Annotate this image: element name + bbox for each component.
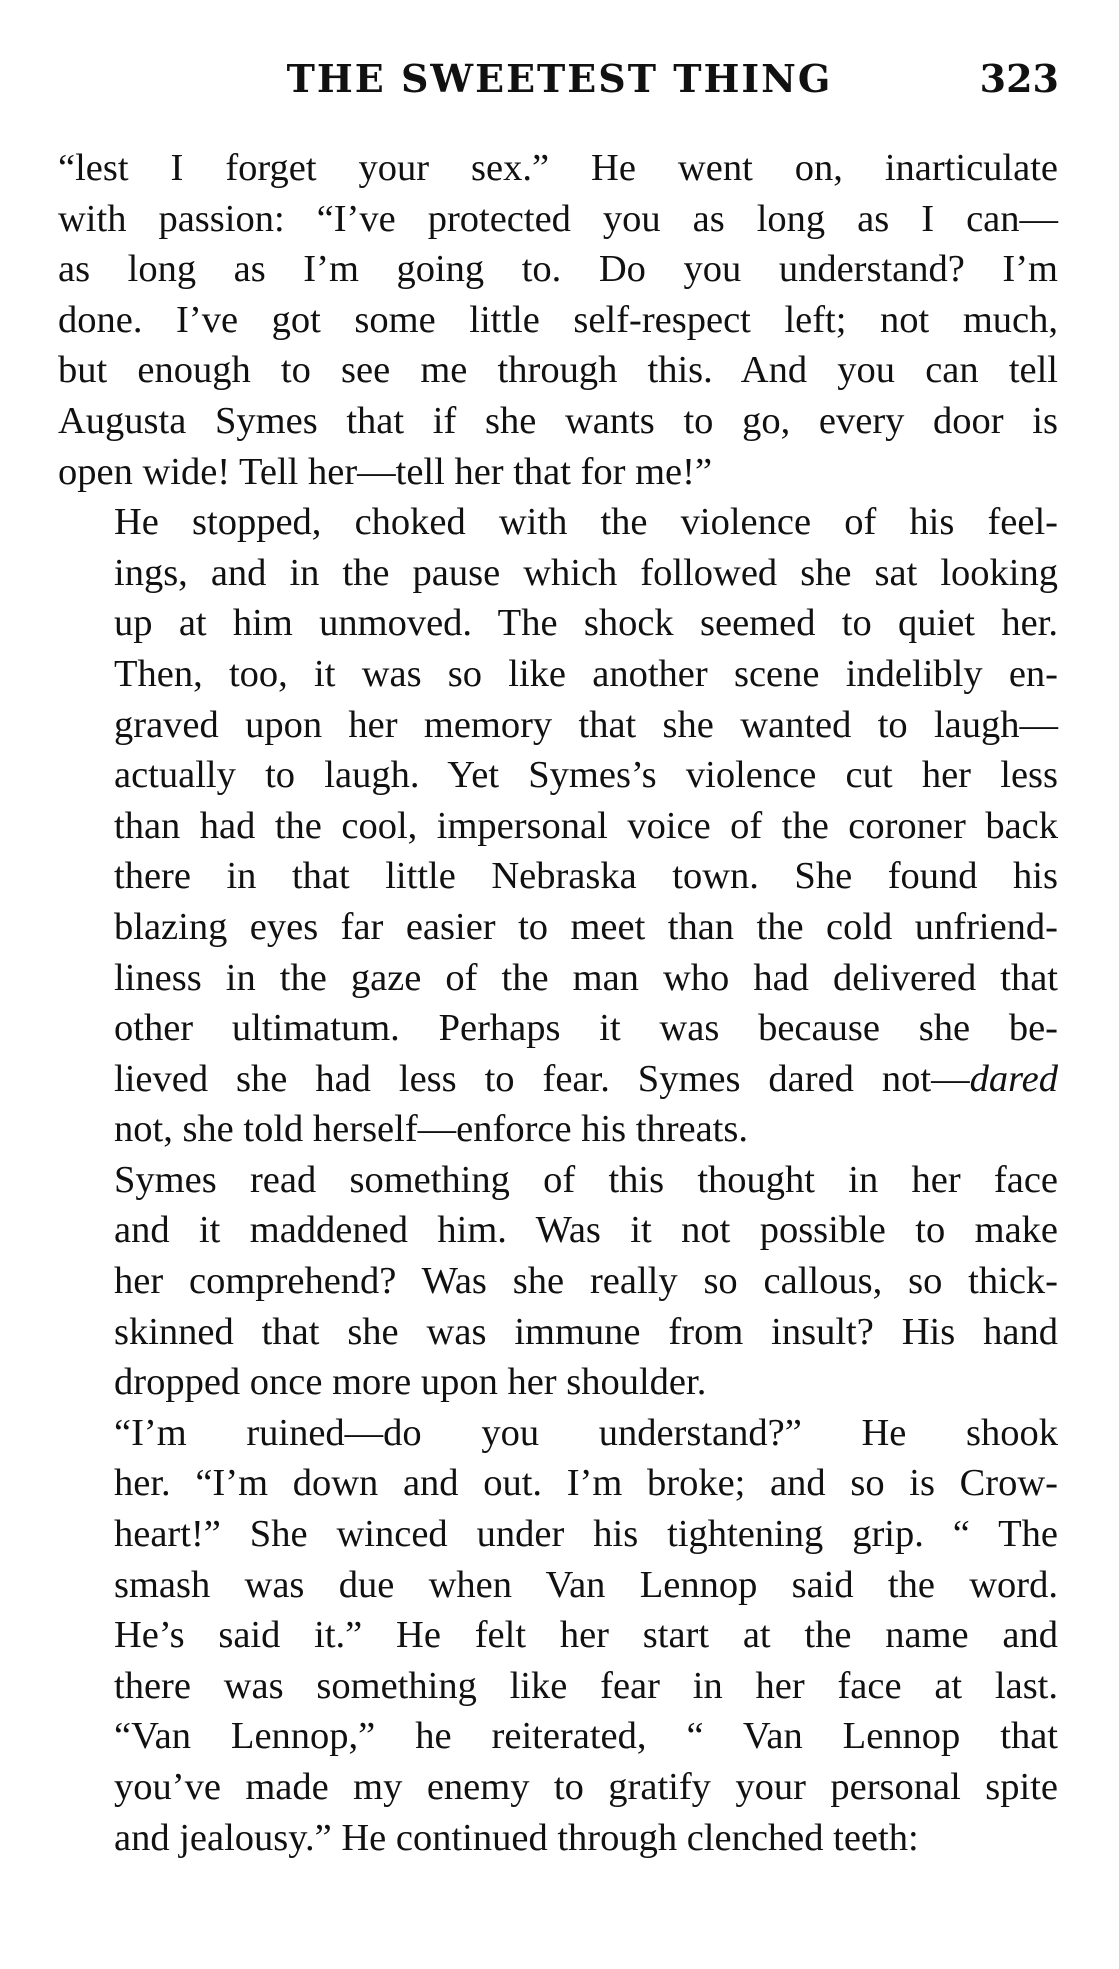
text-line: graved upon her memory that she wanted to laugh— (114, 703, 1058, 746)
text-line: Augusta Symes that if she wants to go, every door is (58, 399, 1058, 442)
text-line: liness in the gaze of the man who had delivered that (114, 956, 1058, 999)
text-line: skinned that she was immune from insult? His hand (114, 1310, 1058, 1353)
text-line: He’s said it.” He felt her start at the name and (114, 1614, 1058, 1657)
text-line: heart!” She winced under his tightening grip. “ The (114, 1513, 1058, 1556)
text-line: dropped once more upon her shoulder. (114, 1361, 707, 1404)
text-line: actually to laugh. Yet Symes’s violence cut her less (114, 754, 1058, 797)
text-line: Symes read something of this thought in her face (114, 1158, 1058, 1201)
text-line: there was something like fear in her face at last. (114, 1664, 1058, 1707)
text-line: open wide! Tell her—tell her that for me!” (58, 450, 713, 493)
text-line: up at him unmoved. The shock seemed to quiet her. (114, 602, 1058, 645)
paragraph (58, 1408, 1058, 1863)
text-line: and it maddened him. Was it not possible to make (114, 1209, 1058, 1252)
text-line: “lest I forget your sex.” He went on, inarticulate (58, 147, 1058, 189)
text-line: Then, too, it was so like another scene indelibly en- (114, 652, 1058, 695)
text-line: with passion: “I’ve protected you as long as I can— (58, 197, 1058, 240)
text-line: smash was due when Van Lennop said the word. (114, 1563, 1058, 1606)
running-head-title: THE SWEETEST THING (286, 56, 833, 101)
text-line: not, she told herself—enforce his threats. (114, 1108, 748, 1151)
paragraph (58, 1155, 1058, 1408)
body-text (58, 143, 1058, 1863)
text-line: there in that little Nebraska town. She found his (114, 855, 1058, 898)
text-line: but enough to see me through this. And you can tell (58, 349, 1058, 392)
text-line: “Van Lennop,” he reiterated, “ Van Lennop that (114, 1715, 1058, 1758)
text-line: you’ve made my enemy to gratify your personal spite (114, 1766, 1058, 1808)
text-line: and jealousy.” He continued through clenched teeth: (114, 1816, 919, 1859)
running-head (60, 52, 1059, 106)
text-line: lieved she had less to fear. Symes dared not—dared (114, 1057, 1058, 1100)
text-line: her. “I’m down and out. I’m broke; and so is Crow- (114, 1462, 1058, 1505)
text-line: other ultimatum. Perhaps it was because she be- (114, 1007, 1058, 1050)
paragraph (58, 143, 1058, 497)
text-line: her comprehend? Was she really so callous, so thick- (114, 1260, 1058, 1303)
text-line: blazing eyes far easier to meet than the cold unfriend- (114, 905, 1058, 948)
text-line: ings, and in the pause which followed she sat looking (114, 551, 1058, 594)
page-number: 323 (979, 56, 1059, 101)
text-line: done. I’ve got some little self-respect left; not much, (58, 298, 1058, 341)
text-line: He stopped, choked with the violence of his feel- (114, 501, 1058, 544)
text-line: “I’m ruined—do you understand?” He shook (114, 1411, 1058, 1454)
paragraph (58, 497, 1058, 1155)
text-line: as long as I’m going to. Do you understand? I’m (58, 248, 1058, 291)
text-line: than had the cool, impersonal voice of the coroner back (114, 804, 1058, 847)
